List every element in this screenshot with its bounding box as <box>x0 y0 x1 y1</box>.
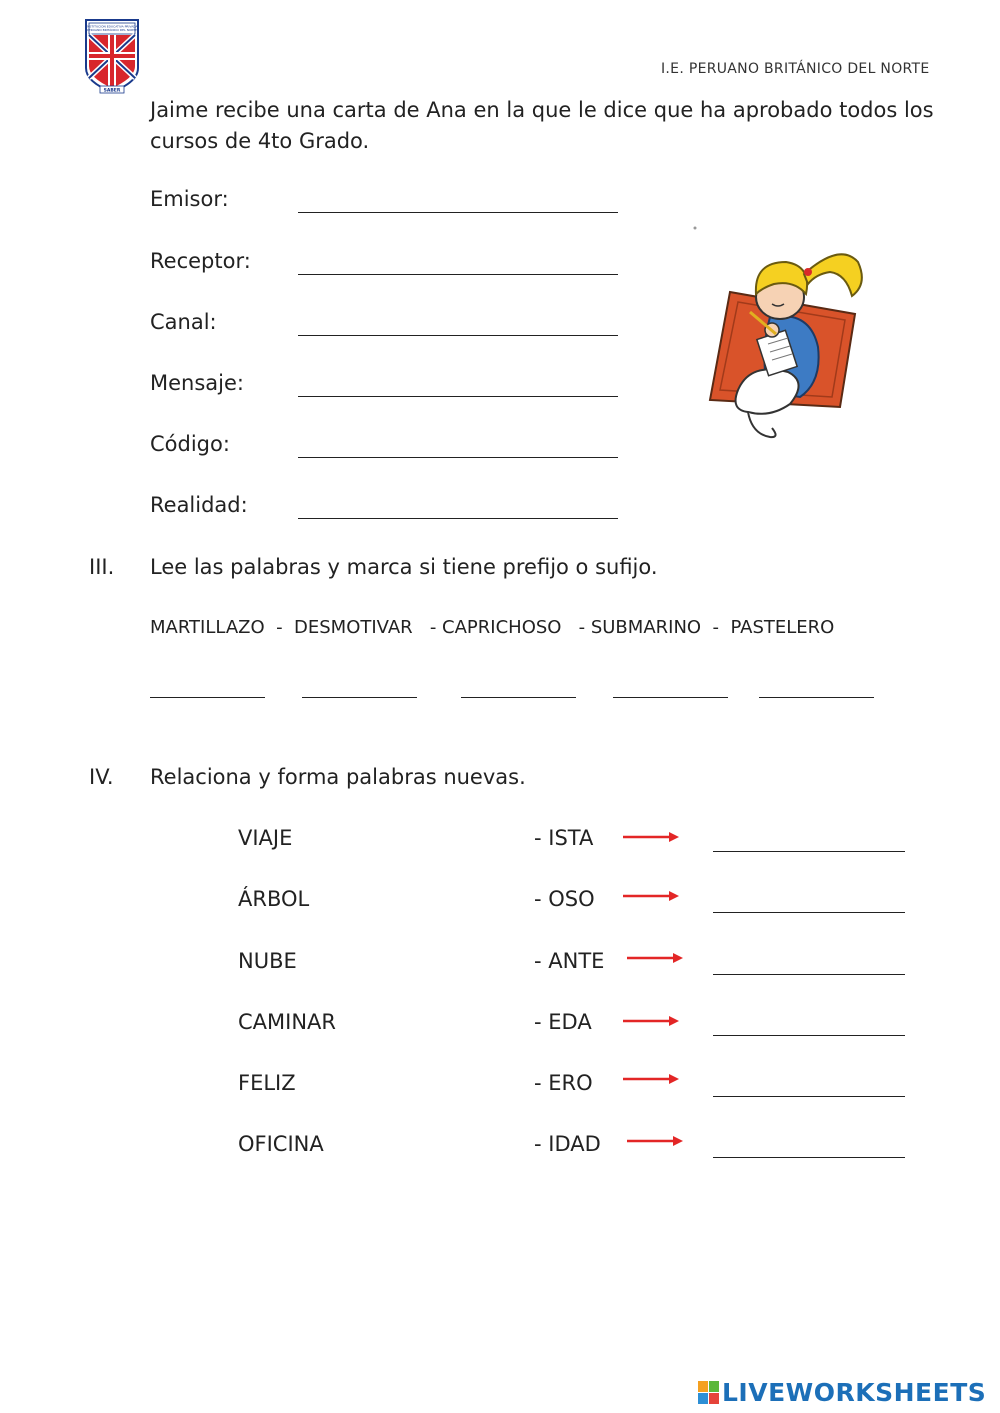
school-crest-logo <box>84 18 140 94</box>
field-label-realidad: Realidad: <box>150 493 248 517</box>
red-arrow-icon <box>627 951 685 965</box>
new-word-blank[interactable] <box>713 851 905 852</box>
new-word-blank[interactable] <box>713 974 905 975</box>
liveworksheets-brand[interactable]: LIVEWORKSHEETS <box>722 1378 987 1407</box>
section-iii-instruction: Lee las palabras y marca si tiene prefijo o sufijo. <box>150 555 658 579</box>
section-iii-answer-blank[interactable] <box>461 697 576 698</box>
school-name: I.E. PERUANO BRITÁNICO DEL NORTE <box>661 61 930 77</box>
liveworksheets-logo-icon <box>698 1381 720 1405</box>
section-iii-answer-blank[interactable] <box>302 697 417 698</box>
new-word-blank[interactable] <box>713 1035 905 1036</box>
word-suffix: - EDA <box>534 1010 592 1034</box>
word-suffix: - ANTE <box>534 949 605 973</box>
crest-text-line1: INSTITUCIÓN EDUCATIVA PRIVADA <box>86 24 138 29</box>
section-ii-prompt: Jaime recibe una carta de Ana en la que le dice que ha aprobado todos los cursos de 4to Grado. <box>150 98 934 153</box>
field-blank-receptor[interactable] <box>298 274 618 275</box>
red-arrow-icon <box>623 1072 681 1086</box>
section-iii-words: MARTILLAZO - DESMOTIVAR - CAPRICHOSO - SUBMARINO - PASTELERO <box>150 617 835 638</box>
word-suffix: - ISTA <box>534 826 594 850</box>
word-stem: ÁRBOL <box>238 887 310 911</box>
red-arrow-icon <box>623 830 681 844</box>
field-label-canal: Canal: <box>150 310 217 334</box>
section-iii-answer-blank[interactable] <box>759 697 874 698</box>
new-word-blank[interactable] <box>713 1096 905 1097</box>
field-blank-canal[interactable] <box>298 335 618 336</box>
word-suffix: - IDAD <box>534 1132 601 1156</box>
section-iii-answer-blank[interactable] <box>150 697 265 698</box>
section-iii-number: III. <box>89 555 115 579</box>
section-iv-instruction: Relaciona y forma palabras nuevas. <box>150 765 526 789</box>
field-blank-codigo[interactable] <box>298 457 618 458</box>
word-stem: FELIZ <box>238 1071 296 1095</box>
word-suffix: - OSO <box>534 887 595 911</box>
field-label-receptor: Receptor: <box>150 249 251 273</box>
field-label-emisor: Emisor: <box>150 187 229 211</box>
new-word-blank[interactable] <box>713 1157 905 1158</box>
word-suffix: - ERO <box>534 1071 593 1095</box>
word-stem: CAMINAR <box>238 1010 337 1034</box>
field-blank-realidad[interactable] <box>298 518 618 519</box>
red-arrow-icon <box>623 889 681 903</box>
crest-text-line2: PERUANO BRITÁNICO DEL NORTE <box>87 28 137 32</box>
section-iv-number: IV. <box>89 765 114 789</box>
field-label-mensaje: Mensaje: <box>150 371 244 395</box>
field-label-codigo: Código: <box>150 432 230 456</box>
field-blank-mensaje[interactable] <box>298 396 618 397</box>
word-stem: NUBE <box>238 949 297 973</box>
red-arrow-icon <box>623 1014 681 1028</box>
word-stem: VIAJE <box>238 826 293 850</box>
crest-motto: SABER <box>103 88 121 94</box>
field-blank-emisor[interactable] <box>298 212 618 213</box>
section-iii-answer-blank[interactable] <box>613 697 728 698</box>
word-stem: OFICINA <box>238 1132 324 1156</box>
girl-writing-illustration <box>690 222 870 447</box>
red-arrow-icon <box>627 1134 685 1148</box>
new-word-blank[interactable] <box>713 912 905 913</box>
